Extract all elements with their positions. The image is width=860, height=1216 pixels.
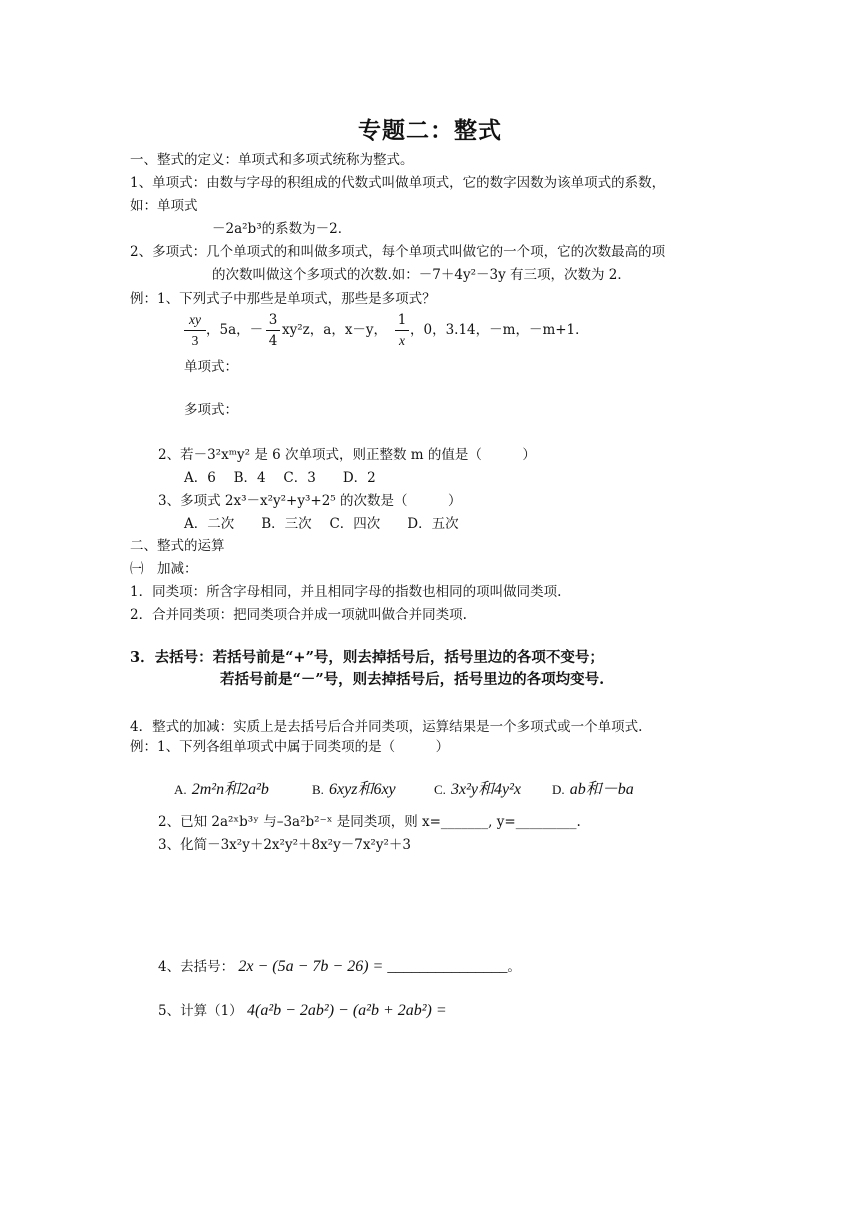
monomial-example: －2a²b³的系数为－2． [212, 221, 352, 237]
fraction-numerator: 1 [397, 312, 407, 328]
example2-question4 [158, 958, 521, 976]
rule-like-terms: 1．同类项：所含字母相同，并且相同字母的指数也相同的项叫做同类项. [130, 584, 562, 600]
question4-expression: 2x − (5a − 7b − 26) = _______________ [238, 958, 508, 975]
fraction-denominator: 4 [268, 333, 278, 349]
option-c [434, 776, 521, 799]
option-b-label: B. [312, 782, 324, 797]
section1-heading: 一、整式的定义：单项式和多项式统称为整式。 [130, 152, 414, 168]
example2-question3: 3、化简－3x²y＋2x²y²＋8x²y－7x²y²＋3 [158, 837, 411, 853]
option-c-label: C. [434, 782, 446, 797]
question5-label: 5、计算（1） [158, 1003, 243, 1019]
fraction-1-over-x [395, 311, 409, 350]
option-c-expression: 3x²y和4y²x [451, 781, 522, 798]
expression-list-part2: xy²z，a，x－y， [282, 322, 388, 338]
fraction-denominator: 3 [191, 333, 199, 348]
example2-question2: 2、已知 2a²ˣb³ʸ 与–3a²b²⁻ˣ 是同类项，则 x=_______, y=_________. [158, 814, 581, 830]
example2-question5 [158, 1002, 447, 1020]
question4-label: 4、去括号： [158, 959, 235, 975]
fraction-numerator: xy [189, 312, 201, 327]
expression-list-part1: ，5a，－ [206, 322, 264, 338]
question2-options: A．6 B．4 C．3 D．2 [184, 470, 376, 486]
option-b [312, 776, 396, 799]
fraction-3-over-4 [266, 311, 280, 350]
option-d [552, 776, 634, 799]
option-a-expression: 2m²n和2a²b [191, 781, 269, 798]
rule-remove-brackets-plus: 3．去括号：若括号前是“+”号，则去掉括号后，括号里边的各项不变号； [130, 649, 604, 666]
example1-question1: 例：1、下列式子中那些是单项式，那些是多项式？ [130, 291, 436, 307]
question3-options: A．二次 B．三次 C．四次 D．五次 [184, 516, 459, 532]
option-b-expression: 6xyz和6xy [329, 781, 396, 798]
expression-list-part3: ，0，3.14，－m，－m+1． [410, 322, 589, 338]
fraction-denominator: x [399, 333, 405, 348]
rule-polynomial-add-subtract: 4．整式的加减：实质上是去括号后合并同类项，运算结果是一个多项式或一个单项式. [130, 719, 643, 735]
example1-question3: 3、多项式 2x³－x²y²+y³+2⁵ 的次数是（ ） [158, 493, 462, 509]
monomial-answer-label: 单项式： [184, 359, 238, 375]
section2-heading: 二、整式的运算 [130, 538, 225, 554]
monomial-example-intro: 如：单项式 [130, 198, 198, 214]
option-a [174, 776, 269, 799]
option-d-label: D. [552, 782, 565, 797]
page-title: 专题二：整式 [358, 118, 502, 144]
option-d-expression: ab和－ba [569, 781, 634, 798]
example1-question2: 2、若－3²xᵐy² 是 6 次单项式，则正整数 m 的值是（ ） [158, 447, 536, 463]
question5-expression: 4(a²b − 2ab²) − (a²b + 2ab²) = [246, 1002, 447, 1019]
rule-remove-brackets-minus: 若括号前是“－”号，则去掉括号后，括号里边的各项均变号. [220, 671, 605, 688]
polynomial-example: 的次数叫做这个多项式的次数.如：－7＋4y²－3y 有三项，次数为 2． [212, 267, 631, 283]
question4-end: 。 [507, 959, 521, 975]
fraction-xy-over-3 [184, 311, 206, 350]
monomial-definition: 1、单项式：由数与字母的积组成的代数式叫做单项式，它的数字因数为该单项式的系数， [130, 175, 666, 191]
option-a-label: A. [174, 782, 187, 797]
rule-combine-like-terms: 2．合并同类项：把同类项合并成一项就叫做合并同类项. [130, 607, 467, 623]
subsection-add-subtract: ㈠ 加减： [130, 561, 198, 577]
example2-question1: 例：1、下列各组单项式中属于同类项的是（ ） [130, 739, 450, 755]
polynomial-definition: 2、多项式：几个单项式的和叫做多项式，每个单项式叫做它的一个项，它的次数最高的项 [130, 244, 666, 260]
polynomial-answer-label: 多项式： [184, 402, 238, 418]
fraction-numerator: 3 [268, 312, 278, 328]
